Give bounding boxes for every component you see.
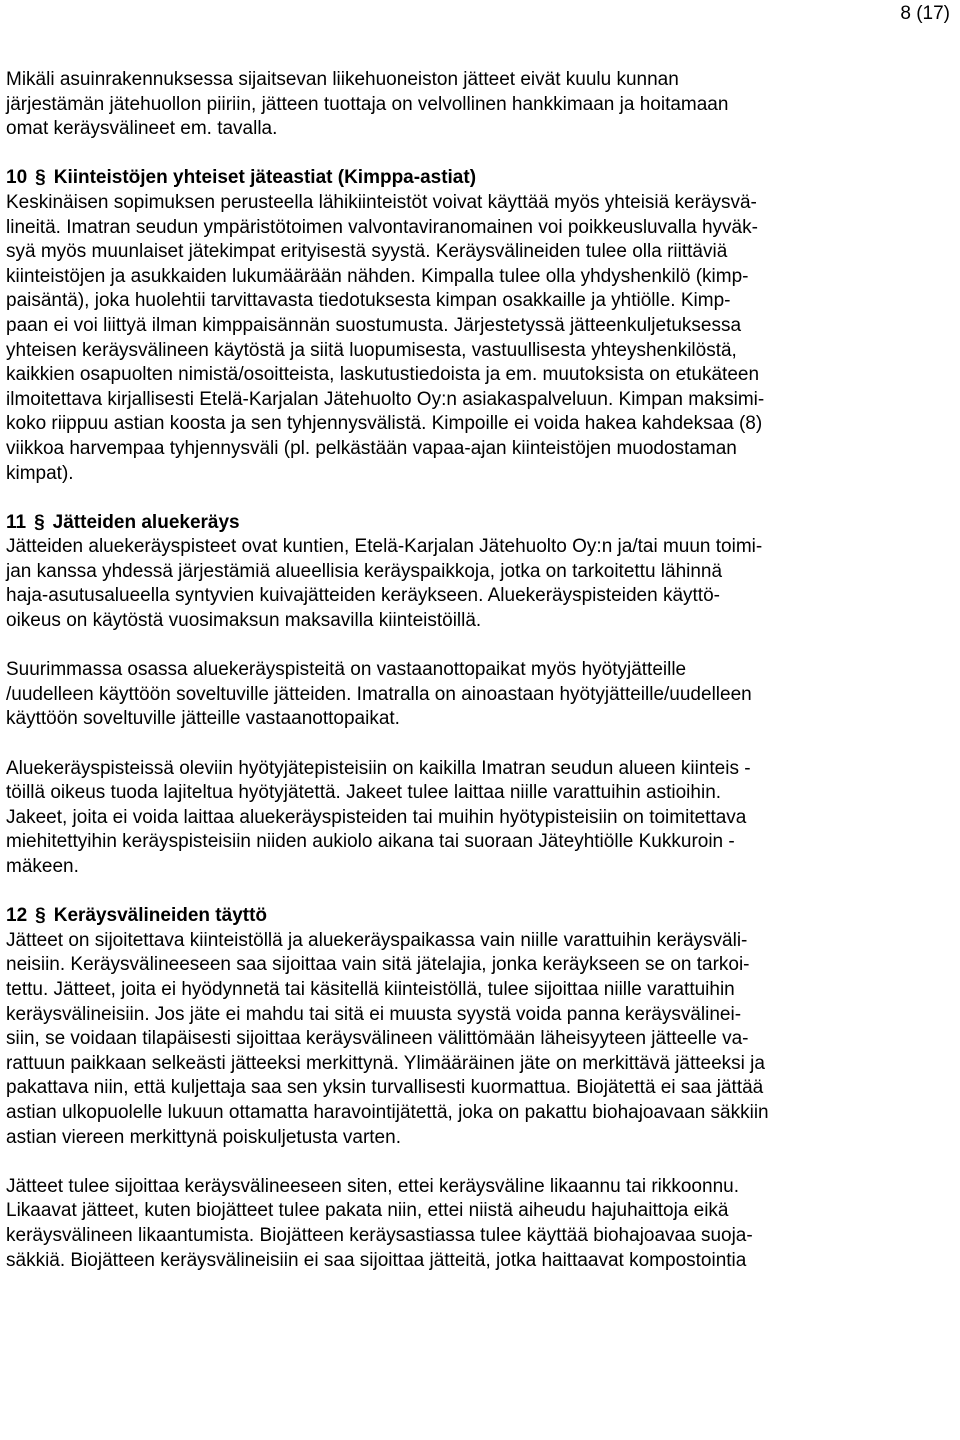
text-line: jan kanssa yhdessä järjestämiä alueellisia keräyspaikkoja, jotka on tarkoitettu lähinnä: [6, 560, 723, 582]
text-line: siin, se voidaan tilapäisesti sijoittaa keräysvälineen välittömään läheisyyteen jätteelle va-: [6, 1028, 749, 1050]
text-line: järjestämän jätehuollon piiriin, jätteen tuottaja on velvollinen hankkimaan ja hoitamaan: [6, 93, 729, 115]
text-line: Mikäli asuinrakennuksessa sijaitsevan liikehuoneiston jätteet eivät kuulu kunnan: [6, 69, 679, 90]
text-line: Aluekeräyspisteissä oleviin hyötyjätepisteisiin on kaikilla Imatran seudun alueen kiinteis -: [6, 757, 751, 779]
text-line: omat keräysvälineet em. tavalla.: [6, 118, 278, 140]
section-number: 12: [6, 905, 28, 927]
section-heading: [6, 904, 954, 929]
document-body: [6, 68, 954, 1273]
paragraph-business-premises: [6, 68, 954, 142]
section-title: Keräysvälineiden täyttö: [53, 905, 268, 927]
text-line: töillä oikeus tuoda lajiteltua hyötyjätettä. Jakeet tulee laittaa niille varattuihin astioihin.: [6, 782, 722, 804]
page-number: 8 (17): [900, 3, 950, 24]
text-line: neisiin. Keräysvälineeseen saa sijoittaa vain sitä jätelajia, jonka keräykseen se on tarkoi-: [6, 954, 750, 976]
section-mark: §: [35, 905, 46, 927]
text-line: Jätteiden aluekeräyspisteet ovat kuntien, Etelä-Karjalan Jätehuolto Oy:n ja/tai muun toimi-: [6, 536, 763, 558]
text-line: lineitä. Imatran seudun ympäristötoimen valvontaviranomainen voi poikkeusluvalla hyväk-: [6, 216, 758, 238]
paragraph-recycling-points: [6, 658, 954, 732]
text-line: Suurimmassa osassa aluekeräyspisteitä on vastaanottopaikat myös hyötyjätteille: [6, 659, 687, 681]
text-line: tettu. Jätteet, joita ei hyödynnetä tai käsitellä kiinteistöllä, tulee sijoittaa niille varattuihin: [6, 978, 735, 1000]
text-line: kiinteistöjen ja asukkaiden lukumäärään nähden. Kimpalla tulee olla yhdyshenkilö (kimp-: [6, 265, 749, 287]
text-line: astian viereen merkittynä poiskuljetusta varten.: [6, 1126, 401, 1148]
text-line: Jätteet tulee sijoittaa keräysvälineeseen siten, ettei keräysväline likaannu tai rikkoonnu.: [6, 1175, 739, 1197]
section-mark: §: [34, 511, 45, 533]
text-line: kaikkien osapuolten nimistä/osoitteista, laskutustiedoista ja em. muutoksista on etukäteen: [6, 364, 760, 386]
section-number: 10: [6, 167, 28, 189]
section-12: [6, 904, 954, 1150]
text-line: paan ei voi liittyä ilman kimppaisännän suostumusta. Järjestetyssä jätteenkuljetuksessa: [6, 314, 742, 336]
section-title: Jätteiden aluekeräys: [52, 511, 240, 533]
text-line: Keskinäisen sopimuksen perusteella lähikiinteistöt voivat käyttää myös yhteisiä keräysvä-: [6, 191, 757, 213]
text-line: oikeus on käytöstä vuosimaksun maksavilla kiinteistöillä.: [6, 610, 482, 632]
text-line: kimpat).: [6, 462, 74, 484]
section-10: [6, 166, 954, 486]
section-number: 11: [6, 511, 27, 533]
text-line: keräysvälineisiin. Jos jäte ei mahdu tai sitä ei muusta syystä voida panna keräysvälinei-: [6, 1003, 742, 1025]
text-line: Likaavat jätteet, kuten biojätteet tulee pakata niin, ettei niistä aiheudu hajuhaittoja eikä: [6, 1200, 729, 1222]
text-line: yhteisen keräysvälineen käytöstä ja siitä luopumisesta, vastuullisesta yhteyshenkilöstä,: [6, 339, 737, 361]
text-line: haja-asutusalueella syntyvien kuivajätteiden keräykseen. Aluekeräyspisteiden käyttö-: [6, 585, 720, 607]
paragraph-sorted-waste: [6, 757, 954, 880]
text-line: keräysvälineen likaantumista. Biojätteen keräysastiassa tulee käyttää biohajoavaa suoja-: [6, 1224, 753, 1246]
text-line: viikkoa harvempaa tyhjennysväli (pl. pelkästään vapaa-ajan kiinteistöjen muodostaman: [6, 437, 737, 459]
section-heading: [6, 166, 954, 191]
text-line: Jakeet, joita ei voida laittaa aluekeräyspisteiden tai muihin hyötypisteisiin on toimitettava: [6, 806, 747, 828]
text-line: säkkiä. Biojätteen keräysvälineisiin ei saa sijoittaa jätteitä, jotka haittaavat kompostointia: [6, 1249, 747, 1271]
text-line: käyttöön soveltuville jätteille vastaanottopaikat.: [6, 708, 400, 730]
text-line: paisäntä), joka huolehtii tarvittavasta tiedotuksesta kimpan osakkaille ja yhtiölle. Kimp-: [6, 290, 731, 312]
text-line: pakattava niin, että kuljettaja saa sen yksin turvallisesti kuormattua. Biojätettä ei saa jättää: [6, 1077, 764, 1099]
text-line: miehitettyihin keräyspisteisiin niiden aukiolo aikana tai suoraan Jäteyhtiölle Kukkuroin -: [6, 831, 735, 853]
text-line: mäkeen.: [6, 856, 79, 877]
section-heading: [6, 511, 954, 536]
paragraph-container-care: [6, 1175, 954, 1273]
text-line: ilmoitettava kirjallisesti Etelä-Karjalan Jätehuolto Oy:n asiakaspalveluun. Kimpan maksimi-: [6, 388, 765, 410]
text-line: syä myös muunlaiset jätekimpat erityisestä syystä. Keräysvälineiden tulee olla riittäviä: [6, 241, 728, 263]
text-line: koko riippuu astian koosta ja sen tyhjennysvälistä. Kimpoille ei voida hakea kahdeksaa (8): [6, 413, 763, 435]
text-line: astian ulkopuolelle lukuun ottamatta haravointijätettä, joka on pakattu biohajoavaan säkkiin: [6, 1101, 769, 1123]
section-11: [6, 511, 954, 634]
text-line: Jätteet on sijoitettava kiinteistöllä ja aluekeräyspaikassa vain niille varattuihin keräysväli-: [6, 929, 748, 951]
text-line: /uudelleen käyttöön soveltuville jätteiden. Imatralla on ainoastaan hyötyjätteille/uudelleen: [6, 683, 752, 705]
section-title: Kiinteistöjen yhteiset jäteastiat (Kimppa-astiat): [53, 167, 477, 189]
section-mark: §: [35, 167, 46, 189]
text-line: rattuun paikkaan selkeästi jätteeksi merkittynä. Ylimääräinen jäte on merkittävä jätteeksi ja: [6, 1052, 765, 1074]
